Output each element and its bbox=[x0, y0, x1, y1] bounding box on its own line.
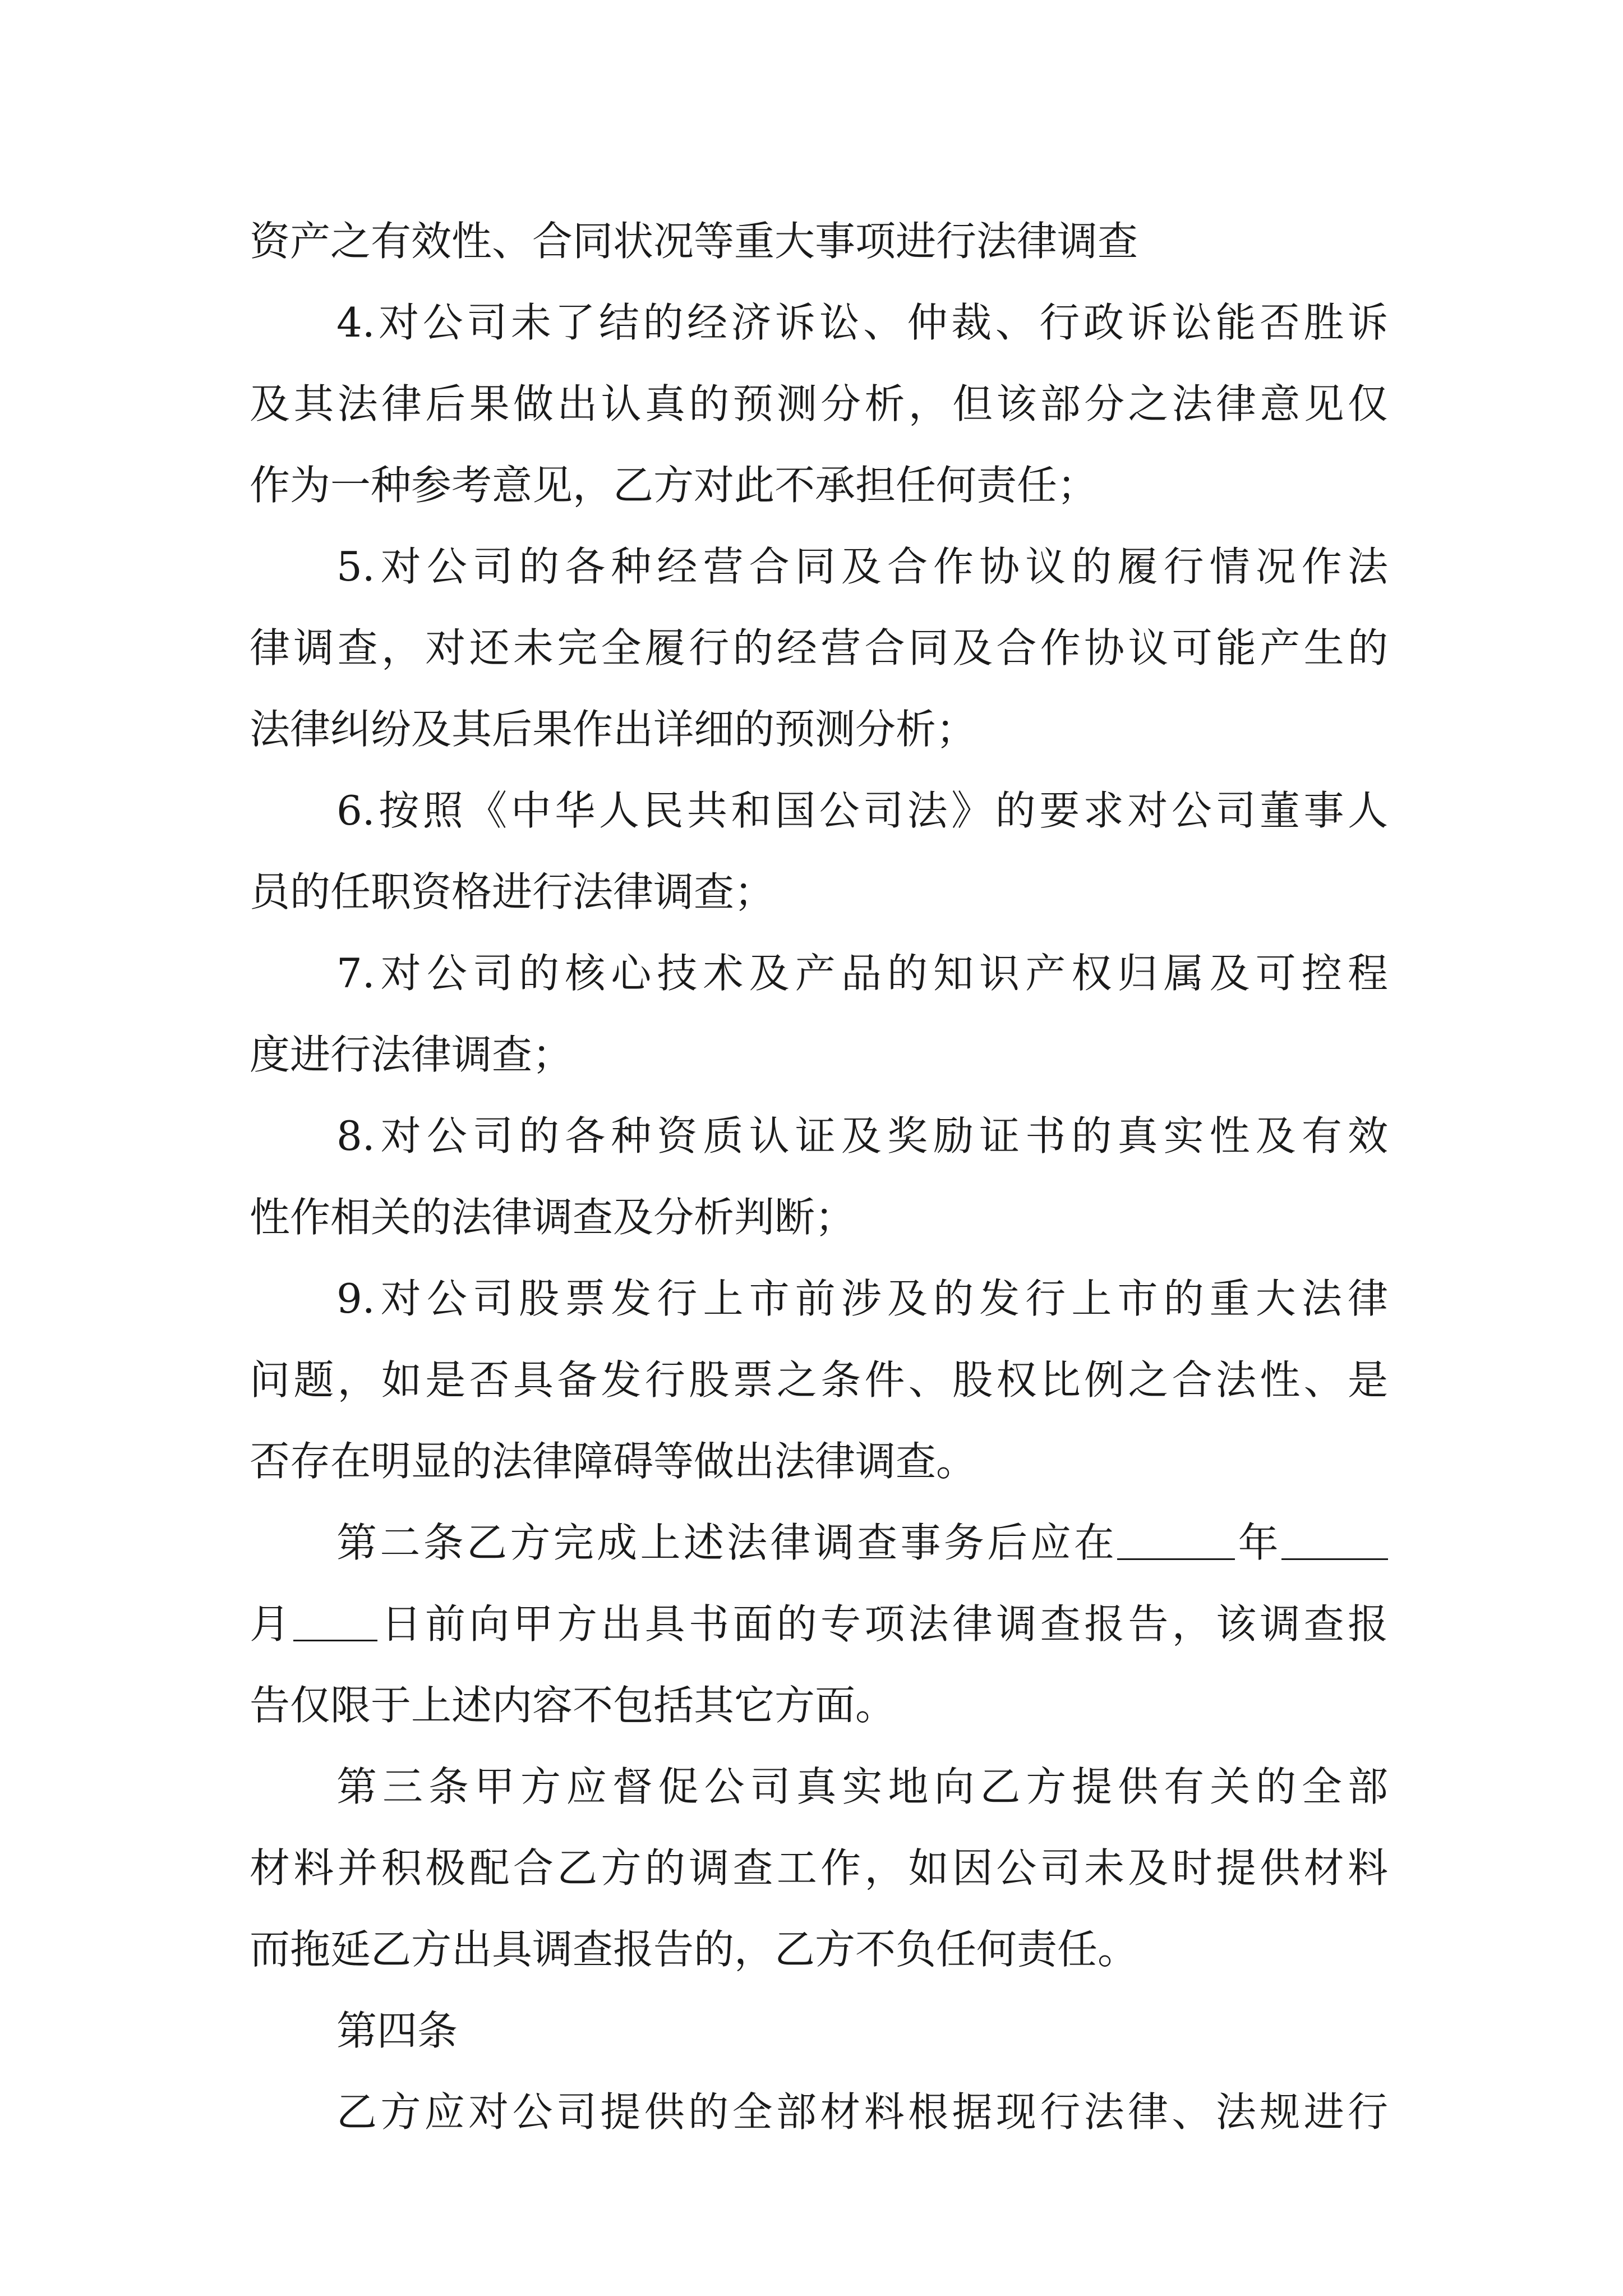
text-line: 法律纠纷及其后果作出详细的预测分析； bbox=[250, 706, 977, 753]
text-line: 8.对公司的各种资质认证及奖励证书的真实性及有效 bbox=[336, 1112, 1388, 1159]
text-line: 员的任职资格进行法律调查； bbox=[250, 868, 775, 915]
text-line: 而拖延乙方出具调查报告的，乙方不负任何责任。 bbox=[250, 1926, 1138, 1973]
blank-line bbox=[1281, 1525, 1388, 1560]
text-fragment: 日前向甲方出具书面的专项法律调查报告，该调查报 bbox=[377, 1600, 1388, 1648]
text-line: 6.按照《中华人民共和国公司法》的要求对公司董事人 bbox=[336, 787, 1388, 834]
text-line: 性作相关的法律调查及分析判断； bbox=[250, 1194, 856, 1241]
text-line: 第三条甲方应督促公司真实地向乙方提供有关的全部 bbox=[336, 1763, 1388, 1810]
text-line: 材料并积极配合乙方的调查工作，如因公司未及时提供材料 bbox=[250, 1844, 1388, 1892]
text-line: 律调查，对还未完全履行的经营合同及合作协议可能产生的 bbox=[250, 624, 1388, 671]
text-line: 9.对公司股票发行上市前涉及的发行上市的重大法律 bbox=[336, 1275, 1388, 1322]
text-line: 度进行法律调查； bbox=[250, 1031, 573, 1078]
text-line: 7.对公司的核心技术及产品的知识产权归属及可控程 bbox=[336, 950, 1388, 997]
text-line: 资产之有效性、合同状况等重大事项进行法律调查 bbox=[250, 218, 1138, 265]
text-fragment: 年 bbox=[1235, 1519, 1281, 1566]
text-line: 问题，如是否具备发行股票之条件、股权比例之合法性、是 bbox=[250, 1356, 1388, 1404]
text-line: 4.对公司未了结的经济诉讼、仲裁、行政诉讼能否胜诉 bbox=[336, 299, 1388, 346]
text-line: 告仅限于上述内容不包括其它方面。 bbox=[250, 1682, 896, 1729]
text-line-with-blanks bbox=[250, 1502, 1388, 1584]
text-line-with-blanks bbox=[250, 1584, 1388, 1665]
text-line: 5.对公司的各种经营合同及合作协议的履行情况作法 bbox=[336, 543, 1388, 590]
document-body bbox=[250, 201, 1388, 2153]
text-line: 否存在明显的法律障碍等做出法律调查。 bbox=[250, 1438, 977, 1485]
text-fragment: 月 bbox=[250, 1600, 294, 1648]
text-line: 乙方应对公司提供的全部材料根据现行法律、法规进行 bbox=[336, 2088, 1388, 2136]
text-fragment: 第二条乙方完成上述法律调查事务后应在 bbox=[336, 1519, 1118, 1566]
blank-line bbox=[293, 1606, 377, 1641]
text-line: 第四条 bbox=[336, 2007, 458, 2054]
blank-line bbox=[1117, 1525, 1235, 1560]
text-line: 作为一种参考意见，乙方对此不承担任何责任； bbox=[250, 462, 1098, 509]
text-line: 及其法律后果做出认真的预测分析，但该部分之法律意见仅 bbox=[250, 380, 1388, 427]
